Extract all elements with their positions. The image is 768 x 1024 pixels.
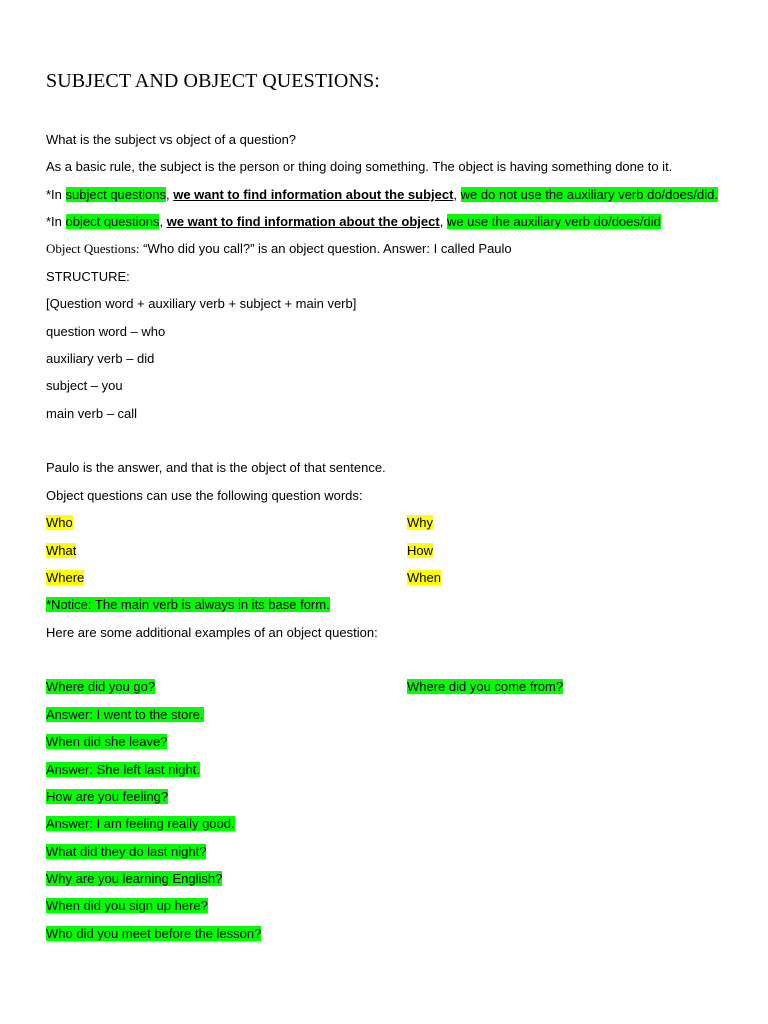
- question-words-intro: Object questions can use the following question words:: [46, 488, 363, 503]
- example-line: [46, 788, 168, 806]
- example-line: [407, 678, 563, 696]
- question-word: [46, 542, 76, 560]
- object-rule-sep2: ,: [439, 214, 447, 229]
- question-word: [46, 569, 84, 587]
- question-word: [46, 514, 73, 532]
- subject-rule-sep1: ,: [165, 187, 174, 202]
- question-word-label: Why: [407, 515, 433, 530]
- example-text: Answer: I went to the store.: [46, 707, 204, 722]
- example-line: [46, 925, 261, 943]
- example-text: What did they do last night?: [46, 844, 207, 859]
- subject-rule-sep2: ,: [453, 187, 461, 202]
- notice-line: [46, 596, 330, 614]
- example-line: [46, 706, 204, 724]
- question-word-label: Who: [46, 515, 73, 530]
- subject-rule-line: [46, 186, 718, 204]
- object-questions-label: Object Questions:: [46, 241, 140, 256]
- example-text: Who did you meet before the lesson?: [46, 926, 262, 941]
- object-questions-line: [46, 240, 512, 258]
- object-rule-prefix: *In: [46, 214, 66, 229]
- object-rule-tail: we use the auxiliary verb do/does/did: [446, 214, 661, 229]
- notice-text: *Notice: The main verb is always in its base form.: [46, 597, 330, 612]
- example-text: Answer: I am feeling really good.: [46, 816, 235, 831]
- example-line: [46, 897, 208, 915]
- example-line: [46, 815, 235, 833]
- structure-heading: STRUCTURE:: [46, 269, 130, 284]
- subject-questions-highlight: subject questions: [65, 187, 166, 202]
- intro-question: What is the subject vs object of a question?: [46, 132, 297, 147]
- subject-rule-tail: we do not use the auxiliary verb do/does/did.: [460, 187, 718, 202]
- example-text: When did you sign up here?: [46, 898, 208, 913]
- example-text: When did she leave?: [46, 734, 168, 749]
- question-word-label: What: [46, 543, 77, 558]
- example-line: [46, 761, 200, 779]
- object-questions-highlight: object questions: [65, 214, 160, 229]
- question-word-label: Where: [46, 570, 85, 585]
- example-text: Why are you learning English?: [46, 871, 223, 886]
- question-word-label: How: [407, 543, 434, 558]
- page-title: SUBJECT AND OBJECT QUESTIONS:: [46, 70, 380, 92]
- structure-item: subject – you: [46, 378, 123, 393]
- object-questions-text: “Who did you call?” is an object question. Answer: I called Paulo: [139, 241, 512, 256]
- example-line: [46, 733, 167, 751]
- example-text: How are you feeling?: [46, 789, 169, 804]
- example-text: Answer: She left last night.: [46, 762, 200, 777]
- object-rule-sep1: ,: [159, 214, 167, 229]
- example-line: [46, 843, 206, 861]
- example-line: [46, 678, 155, 696]
- example-text: Where did you come from?: [407, 679, 564, 694]
- structure-item: question word – who: [46, 324, 166, 339]
- object-rule-line: [46, 213, 661, 231]
- question-word: [407, 514, 433, 532]
- paulo-line: Paulo is the answer, and that is the object of that sentence.: [46, 460, 386, 475]
- question-word: [407, 569, 441, 587]
- question-word-label: When: [407, 570, 441, 585]
- structure-item: auxiliary verb – did: [46, 351, 155, 366]
- structure-formula: [Question word + auxiliary verb + subject + main verb]: [46, 296, 357, 311]
- question-word: [407, 542, 433, 560]
- structure-item: main verb – call: [46, 406, 138, 421]
- examples-intro: Here are some additional examples of an object question:: [46, 625, 378, 640]
- subject-rule-bold: we want to find information about the subject: [173, 187, 454, 202]
- basic-rule: As a basic rule, the subject is the person or thing doing something. The object is having something done to it.: [46, 159, 673, 174]
- example-text: Where did you go?: [46, 679, 156, 694]
- subject-rule-prefix: *In: [46, 187, 66, 202]
- example-line: [46, 870, 222, 888]
- object-rule-bold: we want to find information about the object: [166, 214, 440, 229]
